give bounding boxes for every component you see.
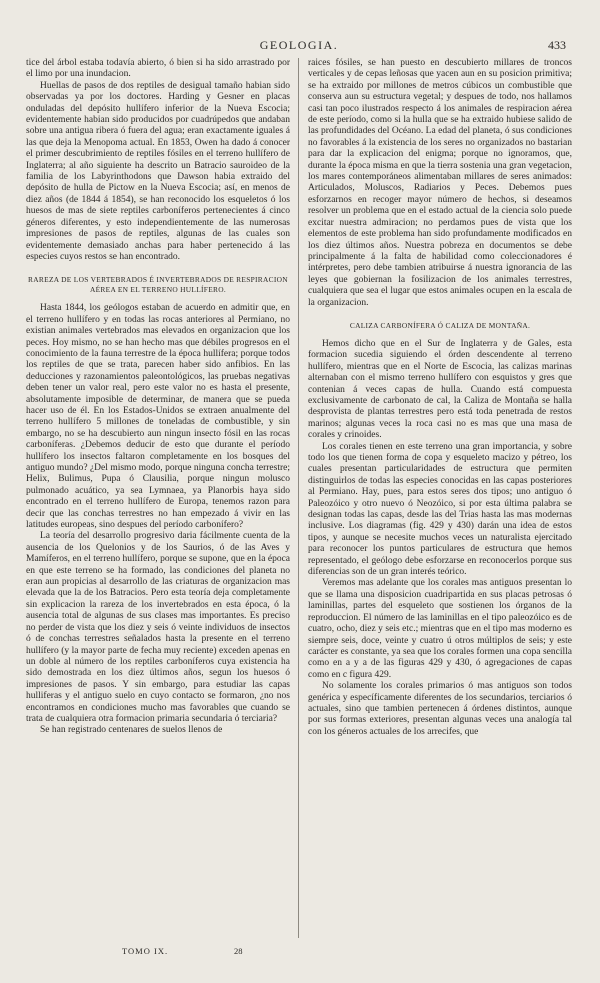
section-title: RAREZA DE LOS VERTEBRADOS É INVERTEBRADOS DE RESPIRACION AÉREA EN EL TERRENO HULLÍFERO. — [28, 275, 288, 295]
page-footer — [26, 946, 298, 960]
paragraph: La teoría del desarrollo progresivo daria fácilmente cuenta de la ausencia de los Quelonios y de los Saurios, ó de las Aves y Mamíferos, en el terreno hullífero, porque se supone, que en la época en que este terreno se ha formado, las condiciones del planeta no eran aun propicias al desarrollo de las criaturas de organizacion mas elevada que la de los Batracios. Pero esta teoría deja completamente sin explicacion la rareza de los invertebrados en esta época, ó la ausencia total de algunas de sus clases mas importantes. Es preciso no perder de vista que los diez y seis ó veinte individuos de insectos ó de conchas terrestres señalados hasta la presente en el terreno hullífero (y la mayor parte de fecha muy reciente) exceden apenas en un doble al número de los reptiles carboníferos cuya existencia ha sido demostrada en los diez últimos años, segun los huesos ó impresiones de pasos. Y sin embargo, para estudiar las capas hulliferas y el antiguo suelo en cuyo contacto se formaron, ¿no nos encontramos en condiciones mucho mas favorables que cuando se trata de cualquiera otra formacion primaria secundaria ó terciaria? — [26, 531, 290, 724]
right-column — [298, 58, 572, 938]
paragraph: Hemos dicho que en el Sur de Inglaterra y de Gales, esta formacion sucedia siguiendo el órden descendente al terreno hullífero, mientras que en el Norte de Escocia, las calizas marinas alternaban con el mismo terreno hullífero con esquistos y gres que contenian á veces capas de hulla. Cuando está compuesta exclusivamente de carbonato de cal, la Caliza de Montaña se halla desprovista de plantas terrestres pero está toda penetrada de restos marinos; algunas veces la roca casi no es mas que una masa de corales y crinoides. — [308, 338, 572, 441]
paragraph: Veremos mas adelante que los corales mas antiguos presentan lo que se llama una disposicion cuadripartida en sus placas petrosas ó laminillas, partes del esqueleto que sostienen los órganos de la reproduccion. El número de las laminillas en el tipo paleozóico es de cuatro, ocho, diez y seis etc.; mientras que en el tipo mas moderno es siempre seis, doce, veinte y cuatro ú otros múltiplos de seis; y este carácter es constante, ya sea que los corales formen una copa sencilla como en a y a de las figuras 429 y 430, ó agregaciones de capas como en c figura 429. — [308, 578, 572, 680]
paragraph: No solamente los corales primarios ó mas antiguos son todos genérica y específicamente diferentes de los secundarios, terciarios ó actuales, sino que tambien pertenecen á órdenes distintos, aunque por sus formas exteriores, presentan algunas veces una analogía tal con los géneros actuales de los arrecifes, que — [308, 681, 572, 737]
left-column — [26, 58, 298, 938]
paragraph: raices fósiles, se han puesto en descubierto millares de troncos verticales y de cepas leñosas que yacen aun en su posicion primitiva; se ha extraido por millones de metros cúbicos un combustible que conserva aun su estructura vegetal; y despues de todo, nos hallamos casi tan poco ilustrados respecto á los animales de respiracion aérea de este período, como si la hulla que se ha extraido hubiese salido de las profundidades del Océano. La edad del planeta, ó sus condiciones no favorables á la existencia de los seres no organizados no bastarian para dar la explicacion del enigma; porque no ignoramos, que, durante la época misma en que la tierra sostenia una gran vegetacion, los mares contemporáneos alimentaban millares de seres animados: Articulados, Moluscos, Radiarios y Peces. Debemos pues esforzarnos en recoger mayor número de hechos, si deseamos resolver un problema que en el estado actual de la ciencia solo puede excitar nuestra admiracion; no perdamos pues de vista que los elementos de este problema han sido profundamente modificados en los diez últimos años. Nuestra pobreza en documentos se debe principalmente á la falta de habilidad como coleccionadores é intérpretes, pero debe tambien atribuirse á nuestra ignorancia de las leyes que gobiernan la fosilizacion de los animales terrestres, cualquiera que sea el lugar que estos animales ocupen en la escala de la organizacion. — [308, 58, 572, 308]
text-columns — [26, 58, 572, 938]
running-title: GEOLOGIA. — [259, 38, 339, 52]
paragraph: Se han registrado centenares de suelos llenos de — [40, 725, 223, 736]
volume-label: TOMO IX. — [122, 946, 169, 956]
paragraph: tice del árbol estaba todavía abierto, ó bien si ha sido arrastrado por el limo por una inundacion. — [26, 58, 290, 80]
paragraph: Los corales tienen en este terreno una gran importancia, y sobre todo los que tienen forma de copa y esqueleto macizo y pétreo, los cuales presentan particularidades de estructura que permiten distinguirlos de todas las especies conocidas en las capas posteriores al Permiano. Hay, pues, para estos seres dos tipos; uno antiguo ó Paleozóico y otro nuevo ó Neozóico, si por esta última palabra se designan todas las capas, desde las del Trias hasta las mas modernas inclusive. Los diagramas (fig. 429 y 430) darán una idea de estos tipos, y aunque se necesite muchos veces un naturalista ejercitado para reconocer los puntos particulares de estructura que hemos representado, el geólogo debe esforzarse en reconocerlos porque sus diferencias son de un gran interés teórico. — [308, 441, 572, 578]
page-header — [26, 38, 572, 56]
section-title: CALIZA CARBONÍFERA Ó CALIZA DE MONTAÑA. — [349, 320, 531, 330]
paragraph: Huellas de pasos de dos reptiles de desigual tamaño habian sido observadas ya por los doctores. Harding y Gesner en placas onduladas del depósito hullífero inferior de la Nueva Escocia; evidentemente habian sido producidos por cuadrúpedos que andaban sobre una antigua ribera ó fuera del agua; eran exactamente iguales á las que deja la Menopoma actual. En 1853, Owen ha dado á conocer el primer descubrimiento de reptiles fósiles en el terreno hullífero de Inglaterra; al año siguiente ha descrito un Batracio sauroideo de la familia de los Labyrinthodons que Dawson habia extraido del depósito de hulla de Pictow en la Nueva Escocia; así, en menos de diez años (de 1844 á 1854), se han reconocido los esqueletos ó los huesos de mas de siete reptiles carboníferos pertenecientes á cinco géneros diferentes, y esto independientemente de las numerosas impresiones de pasos de reptiles, algunas de las cuales son evidentemente demasiado anchas para haber pertenecido á las especies cuyos restos se han encontrado. — [26, 80, 290, 262]
page-number: 433 — [548, 38, 566, 52]
signature-mark: 28 — [234, 946, 243, 956]
paragraph: Hasta 1844, los geólogos estaban de acuerdo en admitir que, en el terreno hullífero y en todas las rocas anteriores al Permiano, no existian animales vertebrados mas elevados en organizacion que los peces. Hoy mismo, no se han hecho mas que débiles progresos en el conocimiento de la fauna terrestre de la época hullífera; porque todos los reptiles de que se trata, parecen haber sido anfibios. En las deducciones y razonamientos paleontológicos, las pruebas negativas deben tener un valor real, pero este valor no es hasta el presente, absolutamente imposible de determinar, de manera que se pueda hacer uso de él. En los Estados-Unidos se extraen anualmente del terreno hullífero 5 millones de toneladas de combustible, y sin embargo, no se ha descubierto aun ningun insecto fósil en las rocas carboníferas. ¿Debemos deducir de esto que durante el período hullífero los insectos faltaron completamente en los bosques del antiguo mundo? ¿Del mismo modo, porque ninguna concha terrestre; Helix, Bulimus, Pupa ó Clausilia, porque ningun molusco pulmonado acuático, ya sea Lymnaea, ya Planorbis haya sido encontrado en el terreno hullífero de Europa, tenemos razon para decir que las conchas terrestres no han empezado á vivir en las latitudes europeas, sino despues del período carbonífero? — [26, 303, 290, 531]
